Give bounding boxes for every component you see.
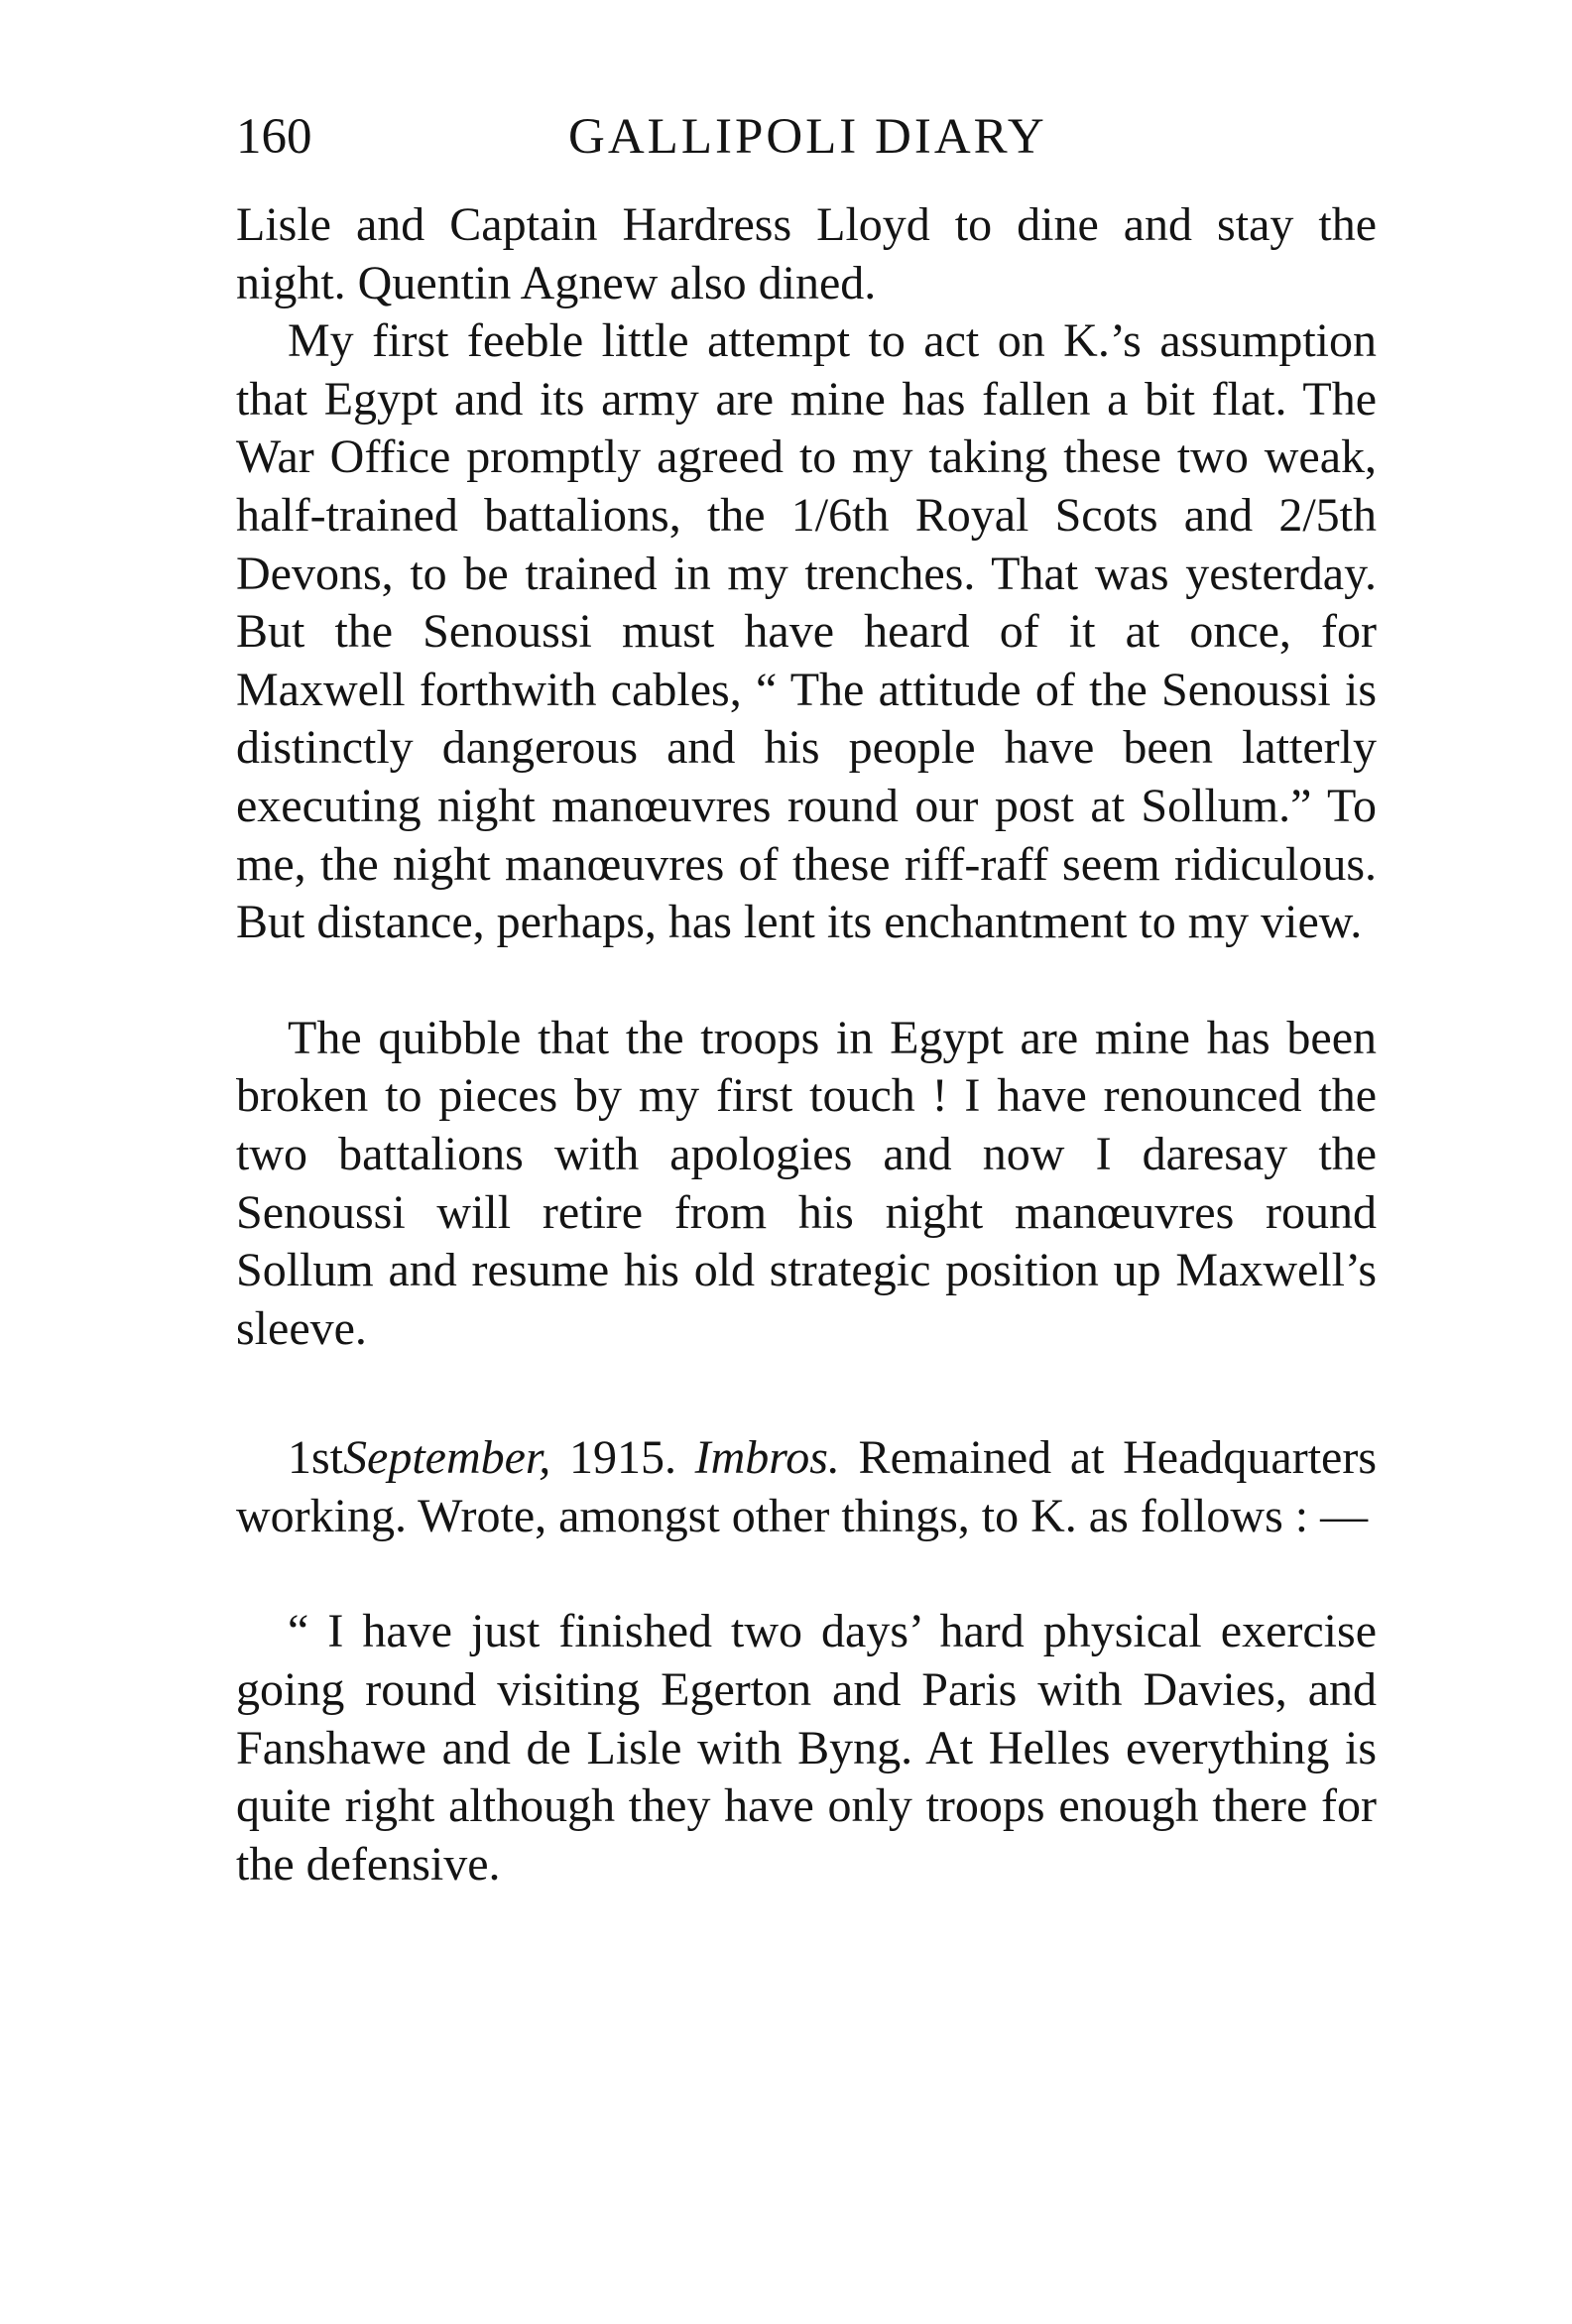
page-number: 160 [236,109,312,165]
book-title: GALLIPOLI DIARY [568,109,1047,165]
running-head [236,107,1377,167]
body-text [236,196,1377,1894]
book-page [236,107,1377,1894]
paragraph-quibble: The quibble that the troops in Egypt are mine has been broken to pieces by my first touch ! I have renounced the two battalions with apologies and now I daresay the Senoussi will retire from his night manœuvres round Sollum and resume his old strategic position up Maxwell’s sleeve. [236,1011,1377,1355]
entry-date-month: September, [343,1431,551,1485]
letter-quote: “ I have just finished two days’ hard physical exercise going round visiting Egerton and Paris with Davies, and Fanshawe and de Lisle with Byng. At Helles everything is quite right although they have only troops enough there for the defensive. [236,1605,1377,1891]
entry-date-year: 1915. [568,1431,676,1485]
entry-date-day: 1st [288,1431,344,1485]
entry-place: Imbros. [694,1431,840,1485]
paragraph-continuation: Lisle and Captain Hardress Lloyd to dine and stay the night. Quentin Agnew also dined. [236,198,1377,309]
entry-text: Remained at Headquarters working. Wrote, amongst other things, to K. as follows : — [236,1431,1377,1542]
diary-entry [236,1429,1377,1545]
paragraph-senoussi: My first feeble little attempt to act on K.’s assumption that Egypt and its army are mine has fallen a bit flat. The War Office promptly agreed to my taking these two weak, half-trained battalions, the 1/6th Royal Scots and 2/5th Devons, to be trained in my trenches. That was yesterday. But the Senoussi must have heard of it at once, for Maxwell forthwith cables, “ The attitude of the Senoussi is distinctly dangerous and his people have been latterly executing night manœuvres round our post at Sollum.” To me, the night manœuvres of these riff-raff seem ridiculous. But distance, perhaps, has lent its enchantment to my view. [236,314,1377,949]
